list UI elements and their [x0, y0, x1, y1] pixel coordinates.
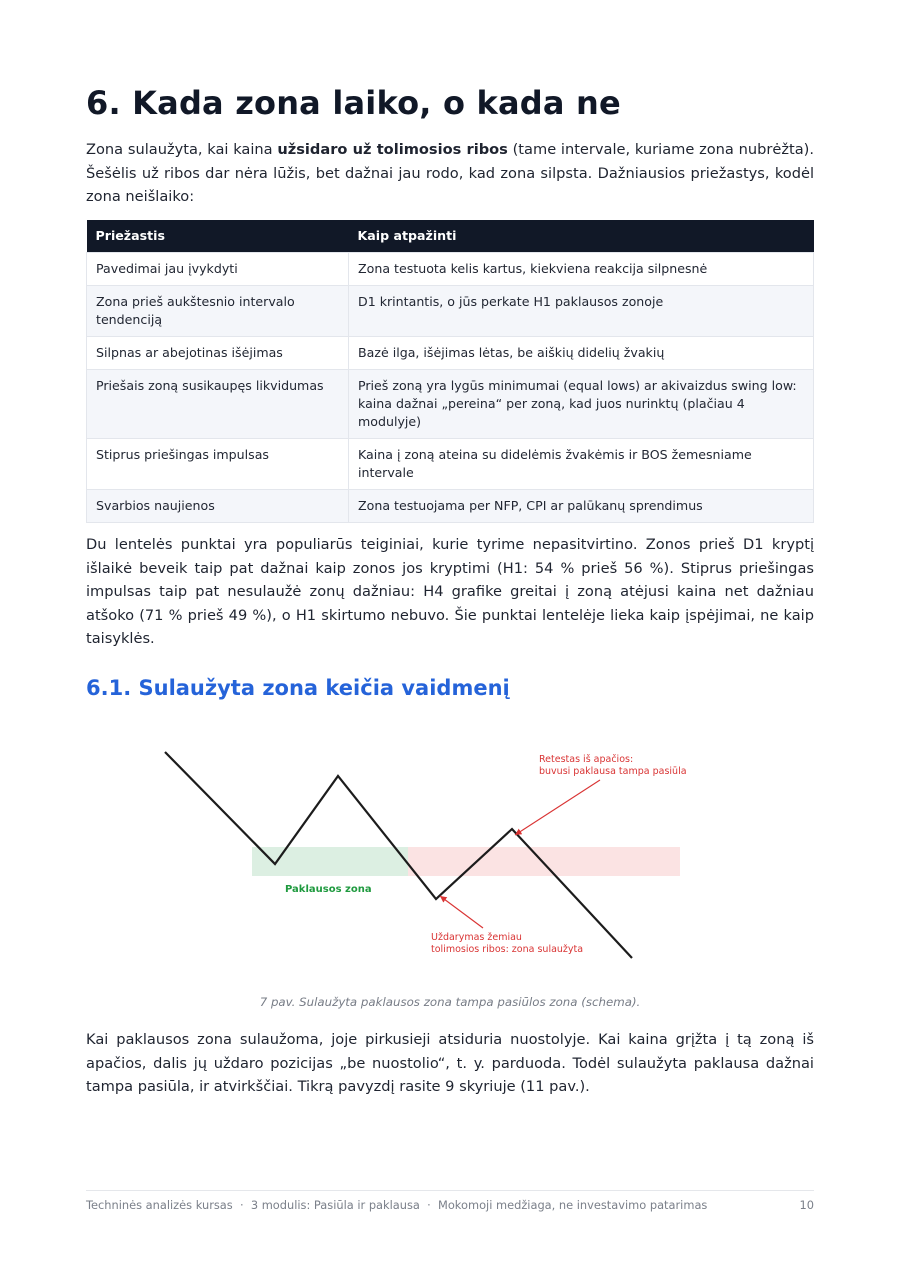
intro-text-bold: užsidaro už tolimosios ribos [277, 141, 508, 158]
table-header-reason: Priežastis [87, 220, 349, 253]
intro-text-before: Zona sulaužyta, kai kaina [86, 141, 278, 158]
annotation-top-arrow [515, 780, 600, 835]
page-number: 10 [799, 1198, 814, 1212]
table-cell-reason: Pavedimai jau įvykdyti [87, 253, 349, 286]
table-cell-recognize: D1 krintantis, o jūs perkate H1 paklausos zonoje [349, 286, 814, 337]
table-row [87, 253, 814, 286]
table-header-row [87, 220, 814, 253]
table-cell-recognize: Zona testuojama per NFP, CPI ar palūkanų sprendimus [349, 490, 814, 523]
table-row [87, 286, 814, 337]
table-cell-reason: Svarbios naujienos [87, 490, 349, 523]
section-title: 6. Kada zona laiko, o kada ne [86, 84, 621, 122]
intro-text-after: (tame intervale, kuriame zona nubrėžta). Šešėlis už ribos dar nėra lūžis, bet dažnai jau rodo, kad zona silpsta. Dažniausios priežastys, kodėl zona neišlaiko: [86, 141, 814, 205]
intro-paragraph [86, 138, 814, 209]
table-cell-reason: Zona prieš aukštesnio intervalo tendenciją [87, 286, 349, 337]
table-row [87, 490, 814, 523]
annotation-top-line1: Retestas iš apačios: [539, 754, 634, 765]
table-cell-recognize: Bazė ilga, išėjimas lėtas, be aiškių didelių žvakių [349, 337, 814, 370]
figure-caption: 7 pav. Sulaužyta paklausos zona tampa pasiūlos zona (schema). [259, 995, 641, 1009]
footer-text: Techninės analizės kursas · 3 modulis: Pasiūla ir paklausa · Mokomoji medžiaga, ne investavimo patarimas [86, 1198, 708, 1212]
findings-paragraph: Du lentelės punktai yra populiarūs teiginiai, kurie tyrime nepasitvirtino. Zonos prieš D1 kryptį išlaikė beveik taip pat dažnai kaip zonos jos kryptimi (H1: 54 % prieš 56 %). Stiprus priešingas impulsas taip pat nesulaužė zonų dažniau: H4 grafike greitai į zoną atėjusi kaina net dažniau atšoko (71 % prieš 49 %), o H1 skirtumo nebuvo. Šie punktai lentelėje lieka kaip įspėjimai, ne kaip taisyklės. [86, 536, 814, 647]
table-cell-reason: Stiprus priešingas impulsas [87, 439, 349, 490]
annotation-top-line2: buvusi paklausa tampa pasiūla [539, 766, 687, 777]
subsection-title: 6.1. Sulaužyta zona keičia vaidmenį [86, 676, 510, 700]
role-reversal-diagram [130, 718, 770, 990]
explanation-paragraph: Kai paklausos zona sulaužoma, joje pirkusieji atsiduria nuostolyje. Kai kaina grįžta į tą zoną iš apačios, dalis jų uždaro pozicijas „be nuostolio“, t. y. parduoda. Todėl sulaužyta paklausa dažnai tampa pasiūla, ir atvirkščiai. Tikrą pavyzdį rasite 9 skyriuje (11 pav.). [86, 1031, 814, 1095]
table-header-recognize: Kaip atpažinti [349, 220, 814, 253]
table-cell-reason: Silpnas ar abejotinas išėjimas [87, 337, 349, 370]
table-cell-reason: Priešais zoną susikaupęs likvidumas [87, 370, 349, 439]
table-cell-recognize: Prieš zoną yra lygūs minimumai (equal lows) ar akivaizdus swing low: kaina dažnai „pereina“ per zoną, kad juos nurinktų (plačiau 4 modulyje) [349, 370, 814, 439]
annotation-bottom-arrow [440, 896, 483, 928]
annotation-bottom-line2: tolimosios ribos: zona sulaužyta [431, 944, 584, 955]
table-cell-recognize: Zona testuota kelis kartus, kiekviena reakcija silpnesnė [349, 253, 814, 286]
reasons-table [86, 220, 814, 523]
annotation-bottom-line1: Uždarymas žemiau [431, 932, 522, 943]
supply-zone-rect [408, 847, 680, 876]
footer-divider [86, 1190, 814, 1191]
table-cell-recognize: Kaina į zoną ateina su didelėmis žvakėmis ir BOS žemesniame intervale [349, 439, 814, 490]
table-row [87, 370, 814, 439]
page-footer [86, 1198, 814, 1212]
table-row [87, 439, 814, 490]
demand-zone-rect [252, 847, 408, 876]
zone-label: Paklausos zona [285, 884, 372, 895]
table-row [87, 337, 814, 370]
